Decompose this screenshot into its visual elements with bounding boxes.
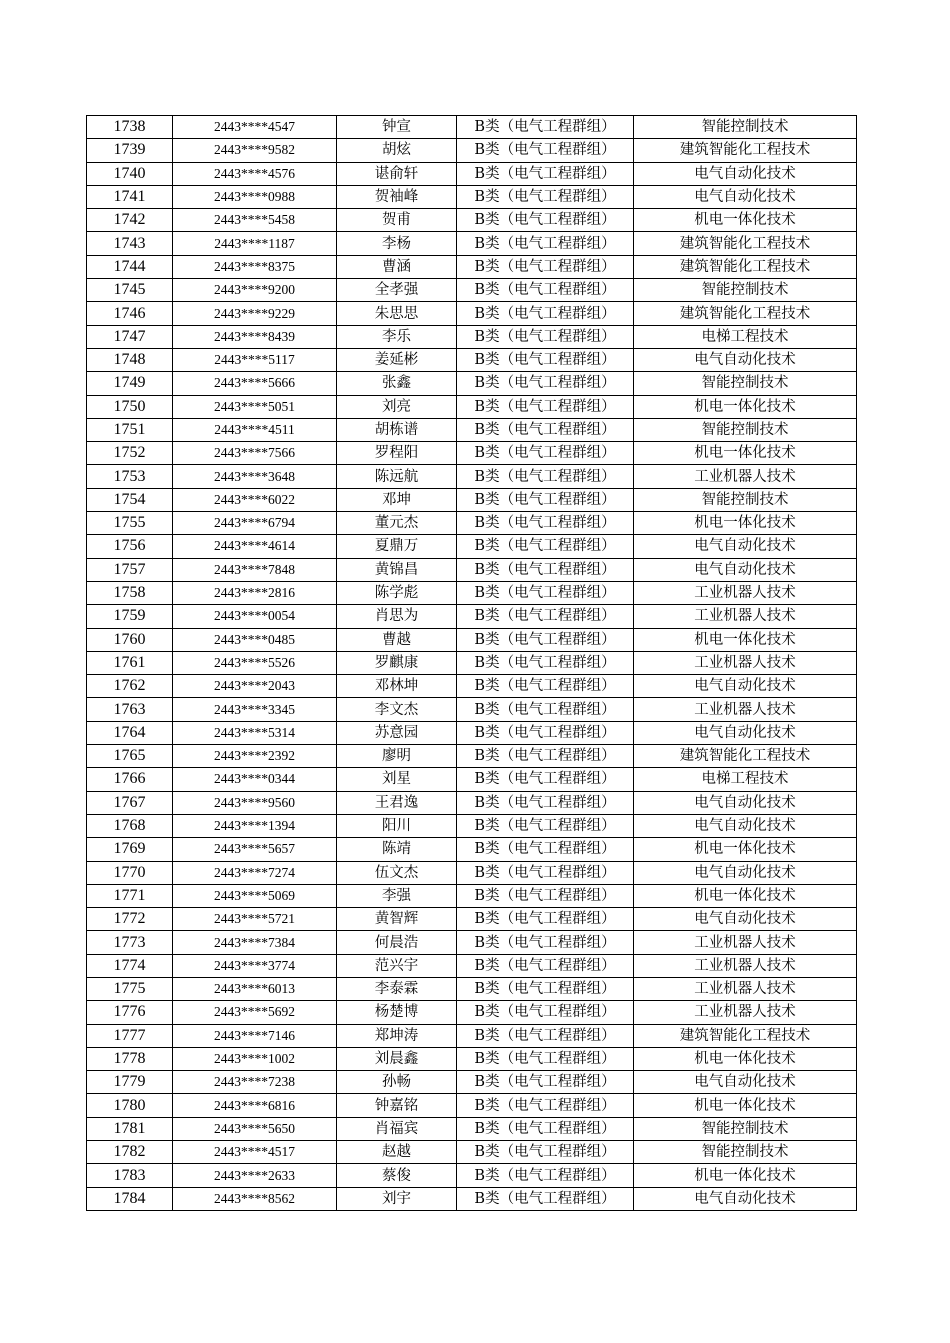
table-row xyxy=(87,977,857,1000)
candidate-id: 2443****5657 xyxy=(173,838,337,861)
candidate-id: 2443****5314 xyxy=(173,721,337,744)
major: 工业机器人技术 xyxy=(634,581,857,604)
candidate-name: 陈靖 xyxy=(337,838,457,861)
category: B类（电气工程群组） xyxy=(457,908,634,931)
major: 机电一体化技术 xyxy=(634,395,857,418)
table-row xyxy=(87,745,857,768)
major: 电梯工程技术 xyxy=(634,325,857,348)
category: B类（电气工程群组） xyxy=(457,185,634,208)
category: B类（电气工程群组） xyxy=(457,581,634,604)
candidate-id: 2443****7146 xyxy=(173,1024,337,1047)
major: 机电一体化技术 xyxy=(634,1164,857,1187)
candidate-name: 胡炫 xyxy=(337,139,457,162)
candidate-id: 2443****3774 xyxy=(173,954,337,977)
candidate-id: 2443****2816 xyxy=(173,581,337,604)
candidate-name: 谌俞轩 xyxy=(337,162,457,185)
major: 工业机器人技术 xyxy=(634,931,857,954)
category: B类（电气工程群组） xyxy=(457,1117,634,1140)
table-row xyxy=(87,861,857,884)
table-row xyxy=(87,209,857,232)
table-row xyxy=(87,232,857,255)
candidate-name: 黄智辉 xyxy=(337,908,457,931)
table-row xyxy=(87,348,857,371)
major: 机电一体化技术 xyxy=(634,512,857,535)
category: B类（电气工程群组） xyxy=(457,442,634,465)
candidate-name: 陈学彪 xyxy=(337,581,457,604)
candidate-name: 董元杰 xyxy=(337,512,457,535)
candidate-id: 2443****5721 xyxy=(173,908,337,931)
candidate-name: 刘亮 xyxy=(337,395,457,418)
row-number: 1777 xyxy=(87,1024,173,1047)
candidate-name: 曹越 xyxy=(337,628,457,651)
row-number: 1747 xyxy=(87,325,173,348)
table-row xyxy=(87,838,857,861)
candidate-id: 2443****9200 xyxy=(173,279,337,302)
category: B类（电气工程群组） xyxy=(457,372,634,395)
category: B类（电气工程群组） xyxy=(457,977,634,1000)
major: 工业机器人技术 xyxy=(634,1001,857,1024)
category: B类（电气工程群组） xyxy=(457,279,634,302)
major: 工业机器人技术 xyxy=(634,954,857,977)
row-number: 1783 xyxy=(87,1164,173,1187)
major: 电气自动化技术 xyxy=(634,721,857,744)
table-row xyxy=(87,884,857,907)
category: B类（电气工程群组） xyxy=(457,931,634,954)
row-number: 1739 xyxy=(87,139,173,162)
candidate-id: 2443****9229 xyxy=(173,302,337,325)
row-number: 1742 xyxy=(87,209,173,232)
candidate-name: 李强 xyxy=(337,884,457,907)
major: 智能控制技术 xyxy=(634,116,857,139)
table-row xyxy=(87,372,857,395)
candidate-id: 2443****3345 xyxy=(173,698,337,721)
category: B类（电气工程群组） xyxy=(457,1001,634,1024)
candidate-name: 廖明 xyxy=(337,745,457,768)
table-row xyxy=(87,721,857,744)
candidate-name: 郑坤涛 xyxy=(337,1024,457,1047)
row-number: 1766 xyxy=(87,768,173,791)
candidate-name: 罗麒康 xyxy=(337,651,457,674)
category: B类（电气工程群组） xyxy=(457,209,634,232)
table-row xyxy=(87,116,857,139)
major: 建筑智能化工程技术 xyxy=(634,302,857,325)
candidate-id: 2443****7238 xyxy=(173,1071,337,1094)
candidate-id: 2443****2043 xyxy=(173,675,337,698)
row-number: 1744 xyxy=(87,255,173,278)
table-row xyxy=(87,255,857,278)
row-number: 1757 xyxy=(87,558,173,581)
table-row xyxy=(87,1001,857,1024)
major: 智能控制技术 xyxy=(634,488,857,511)
candidate-id: 2443****4547 xyxy=(173,116,337,139)
table-row xyxy=(87,418,857,441)
row-number: 1743 xyxy=(87,232,173,255)
category: B类（电气工程群组） xyxy=(457,605,634,628)
candidate-name: 钟嘉铭 xyxy=(337,1094,457,1117)
row-number: 1762 xyxy=(87,675,173,698)
category: B类（电气工程群组） xyxy=(457,698,634,721)
row-number: 1752 xyxy=(87,442,173,465)
candidate-id: 2443****4576 xyxy=(173,162,337,185)
candidate-id: 2443****5650 xyxy=(173,1117,337,1140)
category: B类（电气工程群组） xyxy=(457,745,634,768)
category: B类（电气工程群组） xyxy=(457,395,634,418)
table-row xyxy=(87,931,857,954)
candidate-id: 2443****4614 xyxy=(173,535,337,558)
category: B类（电气工程群组） xyxy=(457,465,634,488)
row-number: 1763 xyxy=(87,698,173,721)
row-number: 1756 xyxy=(87,535,173,558)
major: 机电一体化技术 xyxy=(634,884,857,907)
candidate-name: 赵越 xyxy=(337,1141,457,1164)
row-number: 1745 xyxy=(87,279,173,302)
category: B类（电气工程群组） xyxy=(457,512,634,535)
candidate-name: 刘宇 xyxy=(337,1187,457,1210)
candidate-name: 罗程阳 xyxy=(337,442,457,465)
major: 机电一体化技术 xyxy=(634,1094,857,1117)
row-number: 1754 xyxy=(87,488,173,511)
candidate-id: 2443****8562 xyxy=(173,1187,337,1210)
table-row xyxy=(87,791,857,814)
category: B类（电气工程群组） xyxy=(457,1024,634,1047)
candidate-name: 夏鼎万 xyxy=(337,535,457,558)
major: 工业机器人技术 xyxy=(634,465,857,488)
category: B类（电气工程群组） xyxy=(457,768,634,791)
category: B类（电气工程群组） xyxy=(457,255,634,278)
candidate-id: 2443****5526 xyxy=(173,651,337,674)
row-number: 1784 xyxy=(87,1187,173,1210)
row-number: 1750 xyxy=(87,395,173,418)
row-number: 1764 xyxy=(87,721,173,744)
category: B类（电气工程群组） xyxy=(457,1071,634,1094)
candidate-name: 陈远航 xyxy=(337,465,457,488)
major: 工业机器人技术 xyxy=(634,977,857,1000)
candidate-name: 肖福宾 xyxy=(337,1117,457,1140)
row-number: 1748 xyxy=(87,348,173,371)
table-row xyxy=(87,1071,857,1094)
roster-table xyxy=(86,115,857,1211)
table-row xyxy=(87,675,857,698)
candidate-id: 2443****8439 xyxy=(173,325,337,348)
major: 电气自动化技术 xyxy=(634,558,857,581)
row-number: 1779 xyxy=(87,1071,173,1094)
candidate-name: 钟宣 xyxy=(337,116,457,139)
major: 工业机器人技术 xyxy=(634,605,857,628)
category: B类（电气工程群组） xyxy=(457,418,634,441)
table-row xyxy=(87,1024,857,1047)
candidate-id: 2443****7384 xyxy=(173,931,337,954)
category: B类（电气工程群组） xyxy=(457,116,634,139)
major: 电气自动化技术 xyxy=(634,535,857,558)
table-row xyxy=(87,768,857,791)
candidate-id: 2443****5666 xyxy=(173,372,337,395)
candidate-id: 2443****8375 xyxy=(173,255,337,278)
candidate-id: 2443****5692 xyxy=(173,1001,337,1024)
major: 工业机器人技术 xyxy=(634,698,857,721)
major: 智能控制技术 xyxy=(634,1141,857,1164)
table-row xyxy=(87,442,857,465)
candidate-name: 蔡俊 xyxy=(337,1164,457,1187)
category: B类（电气工程群组） xyxy=(457,325,634,348)
row-number: 1749 xyxy=(87,372,173,395)
row-number: 1774 xyxy=(87,954,173,977)
candidate-name: 何晨浩 xyxy=(337,931,457,954)
category: B类（电气工程群组） xyxy=(457,1164,634,1187)
major: 机电一体化技术 xyxy=(634,628,857,651)
category: B类（电气工程群组） xyxy=(457,558,634,581)
major: 电气自动化技术 xyxy=(634,908,857,931)
candidate-id: 2443****1394 xyxy=(173,814,337,837)
candidate-name: 胡栋谱 xyxy=(337,418,457,441)
table-row xyxy=(87,1164,857,1187)
row-number: 1759 xyxy=(87,605,173,628)
major: 电气自动化技术 xyxy=(634,1071,857,1094)
category: B类（电气工程群组） xyxy=(457,954,634,977)
table-row xyxy=(87,535,857,558)
table-row xyxy=(87,185,857,208)
candidate-id: 2443****2392 xyxy=(173,745,337,768)
candidate-id: 2443****9582 xyxy=(173,139,337,162)
candidate-name: 李泰霖 xyxy=(337,977,457,1000)
candidate-name: 伍文杰 xyxy=(337,861,457,884)
candidate-name: 苏意园 xyxy=(337,721,457,744)
major: 智能控制技术 xyxy=(634,1117,857,1140)
table-row xyxy=(87,651,857,674)
candidate-id: 2443****1187 xyxy=(173,232,337,255)
category: B类（电气工程群组） xyxy=(457,139,634,162)
candidate-id: 2443****4517 xyxy=(173,1141,337,1164)
candidate-id: 2443****7848 xyxy=(173,558,337,581)
candidate-name: 李杨 xyxy=(337,232,457,255)
table-row xyxy=(87,814,857,837)
major: 智能控制技术 xyxy=(634,418,857,441)
candidate-id: 2443****6022 xyxy=(173,488,337,511)
row-number: 1782 xyxy=(87,1141,173,1164)
category: B类（电气工程群组） xyxy=(457,1094,634,1117)
table-row xyxy=(87,395,857,418)
major: 建筑智能化工程技术 xyxy=(634,1024,857,1047)
table-row xyxy=(87,558,857,581)
candidate-name: 曹涵 xyxy=(337,255,457,278)
table-row xyxy=(87,698,857,721)
category: B类（电气工程群组） xyxy=(457,348,634,371)
table-row xyxy=(87,1047,857,1070)
major: 电梯工程技术 xyxy=(634,768,857,791)
table-row xyxy=(87,954,857,977)
category: B类（电气工程群组） xyxy=(457,1047,634,1070)
category: B类（电气工程群组） xyxy=(457,838,634,861)
category: B类（电气工程群组） xyxy=(457,675,634,698)
candidate-id: 2443****6794 xyxy=(173,512,337,535)
category: B类（电气工程群组） xyxy=(457,721,634,744)
row-number: 1740 xyxy=(87,162,173,185)
major: 建筑智能化工程技术 xyxy=(634,745,857,768)
table-row xyxy=(87,162,857,185)
table-row xyxy=(87,628,857,651)
major: 建筑智能化工程技术 xyxy=(634,232,857,255)
row-number: 1755 xyxy=(87,512,173,535)
candidate-id: 2443****1002 xyxy=(173,1047,337,1070)
major: 电气自动化技术 xyxy=(634,675,857,698)
major: 智能控制技术 xyxy=(634,279,857,302)
table-row xyxy=(87,325,857,348)
major: 电气自动化技术 xyxy=(634,791,857,814)
table-row xyxy=(87,581,857,604)
major: 机电一体化技术 xyxy=(634,838,857,861)
row-number: 1770 xyxy=(87,861,173,884)
candidate-id: 2443****2633 xyxy=(173,1164,337,1187)
candidate-id: 2443****3648 xyxy=(173,465,337,488)
major: 机电一体化技术 xyxy=(634,442,857,465)
candidate-name: 刘星 xyxy=(337,768,457,791)
category: B类（电气工程群组） xyxy=(457,232,634,255)
table-row xyxy=(87,1094,857,1117)
category: B类（电气工程群组） xyxy=(457,651,634,674)
candidate-name: 王君逸 xyxy=(337,791,457,814)
candidate-name: 姜延彬 xyxy=(337,348,457,371)
major: 机电一体化技术 xyxy=(634,1047,857,1070)
candidate-name: 刘晨鑫 xyxy=(337,1047,457,1070)
category: B类（电气工程群组） xyxy=(457,162,634,185)
major: 电气自动化技术 xyxy=(634,861,857,884)
table-row xyxy=(87,465,857,488)
row-number: 1765 xyxy=(87,745,173,768)
row-number: 1758 xyxy=(87,581,173,604)
table-row xyxy=(87,279,857,302)
candidate-name: 黄锦昌 xyxy=(337,558,457,581)
table-row xyxy=(87,605,857,628)
candidate-name: 孙畅 xyxy=(337,1071,457,1094)
candidate-id: 2443****5051 xyxy=(173,395,337,418)
candidate-name: 朱思思 xyxy=(337,302,457,325)
table-row xyxy=(87,512,857,535)
candidate-name: 全孝强 xyxy=(337,279,457,302)
major: 电气自动化技术 xyxy=(634,1187,857,1210)
candidate-name: 邓坤 xyxy=(337,488,457,511)
row-number: 1769 xyxy=(87,838,173,861)
major: 建筑智能化工程技术 xyxy=(634,255,857,278)
row-number: 1753 xyxy=(87,465,173,488)
candidate-id: 2443****5458 xyxy=(173,209,337,232)
candidate-id: 2443****5069 xyxy=(173,884,337,907)
row-number: 1768 xyxy=(87,814,173,837)
candidate-name: 贺甫 xyxy=(337,209,457,232)
category: B类（电气工程群组） xyxy=(457,791,634,814)
row-number: 1781 xyxy=(87,1117,173,1140)
row-number: 1761 xyxy=(87,651,173,674)
candidate-id: 2443****6013 xyxy=(173,977,337,1000)
table-row xyxy=(87,1141,857,1164)
candidate-name: 阳川 xyxy=(337,814,457,837)
major: 建筑智能化工程技术 xyxy=(634,139,857,162)
category: B类（电气工程群组） xyxy=(457,861,634,884)
category: B类（电气工程群组） xyxy=(457,1141,634,1164)
candidate-id: 2443****4511 xyxy=(173,418,337,441)
table-row xyxy=(87,302,857,325)
major: 智能控制技术 xyxy=(634,372,857,395)
candidate-id: 2443****0054 xyxy=(173,605,337,628)
row-number: 1767 xyxy=(87,791,173,814)
major: 电气自动化技术 xyxy=(634,814,857,837)
category: B类（电气工程群组） xyxy=(457,535,634,558)
roster-body xyxy=(87,116,857,1211)
category: B类（电气工程群组） xyxy=(457,628,634,651)
row-number: 1776 xyxy=(87,1001,173,1024)
candidate-id: 2443****5117 xyxy=(173,348,337,371)
row-number: 1771 xyxy=(87,884,173,907)
row-number: 1741 xyxy=(87,185,173,208)
candidate-name: 肖思为 xyxy=(337,605,457,628)
table-row xyxy=(87,1117,857,1140)
table-row xyxy=(87,488,857,511)
candidate-name: 杨楚博 xyxy=(337,1001,457,1024)
row-number: 1751 xyxy=(87,418,173,441)
table-row xyxy=(87,139,857,162)
candidate-id: 2443****0485 xyxy=(173,628,337,651)
row-number: 1746 xyxy=(87,302,173,325)
candidate-name: 张鑫 xyxy=(337,372,457,395)
category: B类（电气工程群组） xyxy=(457,1187,634,1210)
table-row xyxy=(87,908,857,931)
major: 电气自动化技术 xyxy=(634,348,857,371)
candidate-name: 范兴宇 xyxy=(337,954,457,977)
candidate-id: 2443****0988 xyxy=(173,185,337,208)
category: B类（电气工程群组） xyxy=(457,488,634,511)
candidate-name: 贺袖峰 xyxy=(337,185,457,208)
category: B类（电气工程群组） xyxy=(457,884,634,907)
row-number: 1738 xyxy=(87,116,173,139)
row-number: 1772 xyxy=(87,908,173,931)
candidate-name: 李文杰 xyxy=(337,698,457,721)
row-number: 1773 xyxy=(87,931,173,954)
major: 工业机器人技术 xyxy=(634,651,857,674)
major: 电气自动化技术 xyxy=(634,185,857,208)
category: B类（电气工程群组） xyxy=(457,814,634,837)
category: B类（电气工程群组） xyxy=(457,302,634,325)
row-number: 1775 xyxy=(87,977,173,1000)
candidate-name: 邓林坤 xyxy=(337,675,457,698)
major: 机电一体化技术 xyxy=(634,209,857,232)
row-number: 1780 xyxy=(87,1094,173,1117)
major: 电气自动化技术 xyxy=(634,162,857,185)
candidate-id: 2443****7566 xyxy=(173,442,337,465)
candidate-name: 李乐 xyxy=(337,325,457,348)
row-number: 1778 xyxy=(87,1047,173,1070)
table-row xyxy=(87,1187,857,1210)
candidate-id: 2443****6816 xyxy=(173,1094,337,1117)
candidate-id: 2443****0344 xyxy=(173,768,337,791)
candidate-id: 2443****9560 xyxy=(173,791,337,814)
row-number: 1760 xyxy=(87,628,173,651)
candidate-id: 2443****7274 xyxy=(173,861,337,884)
